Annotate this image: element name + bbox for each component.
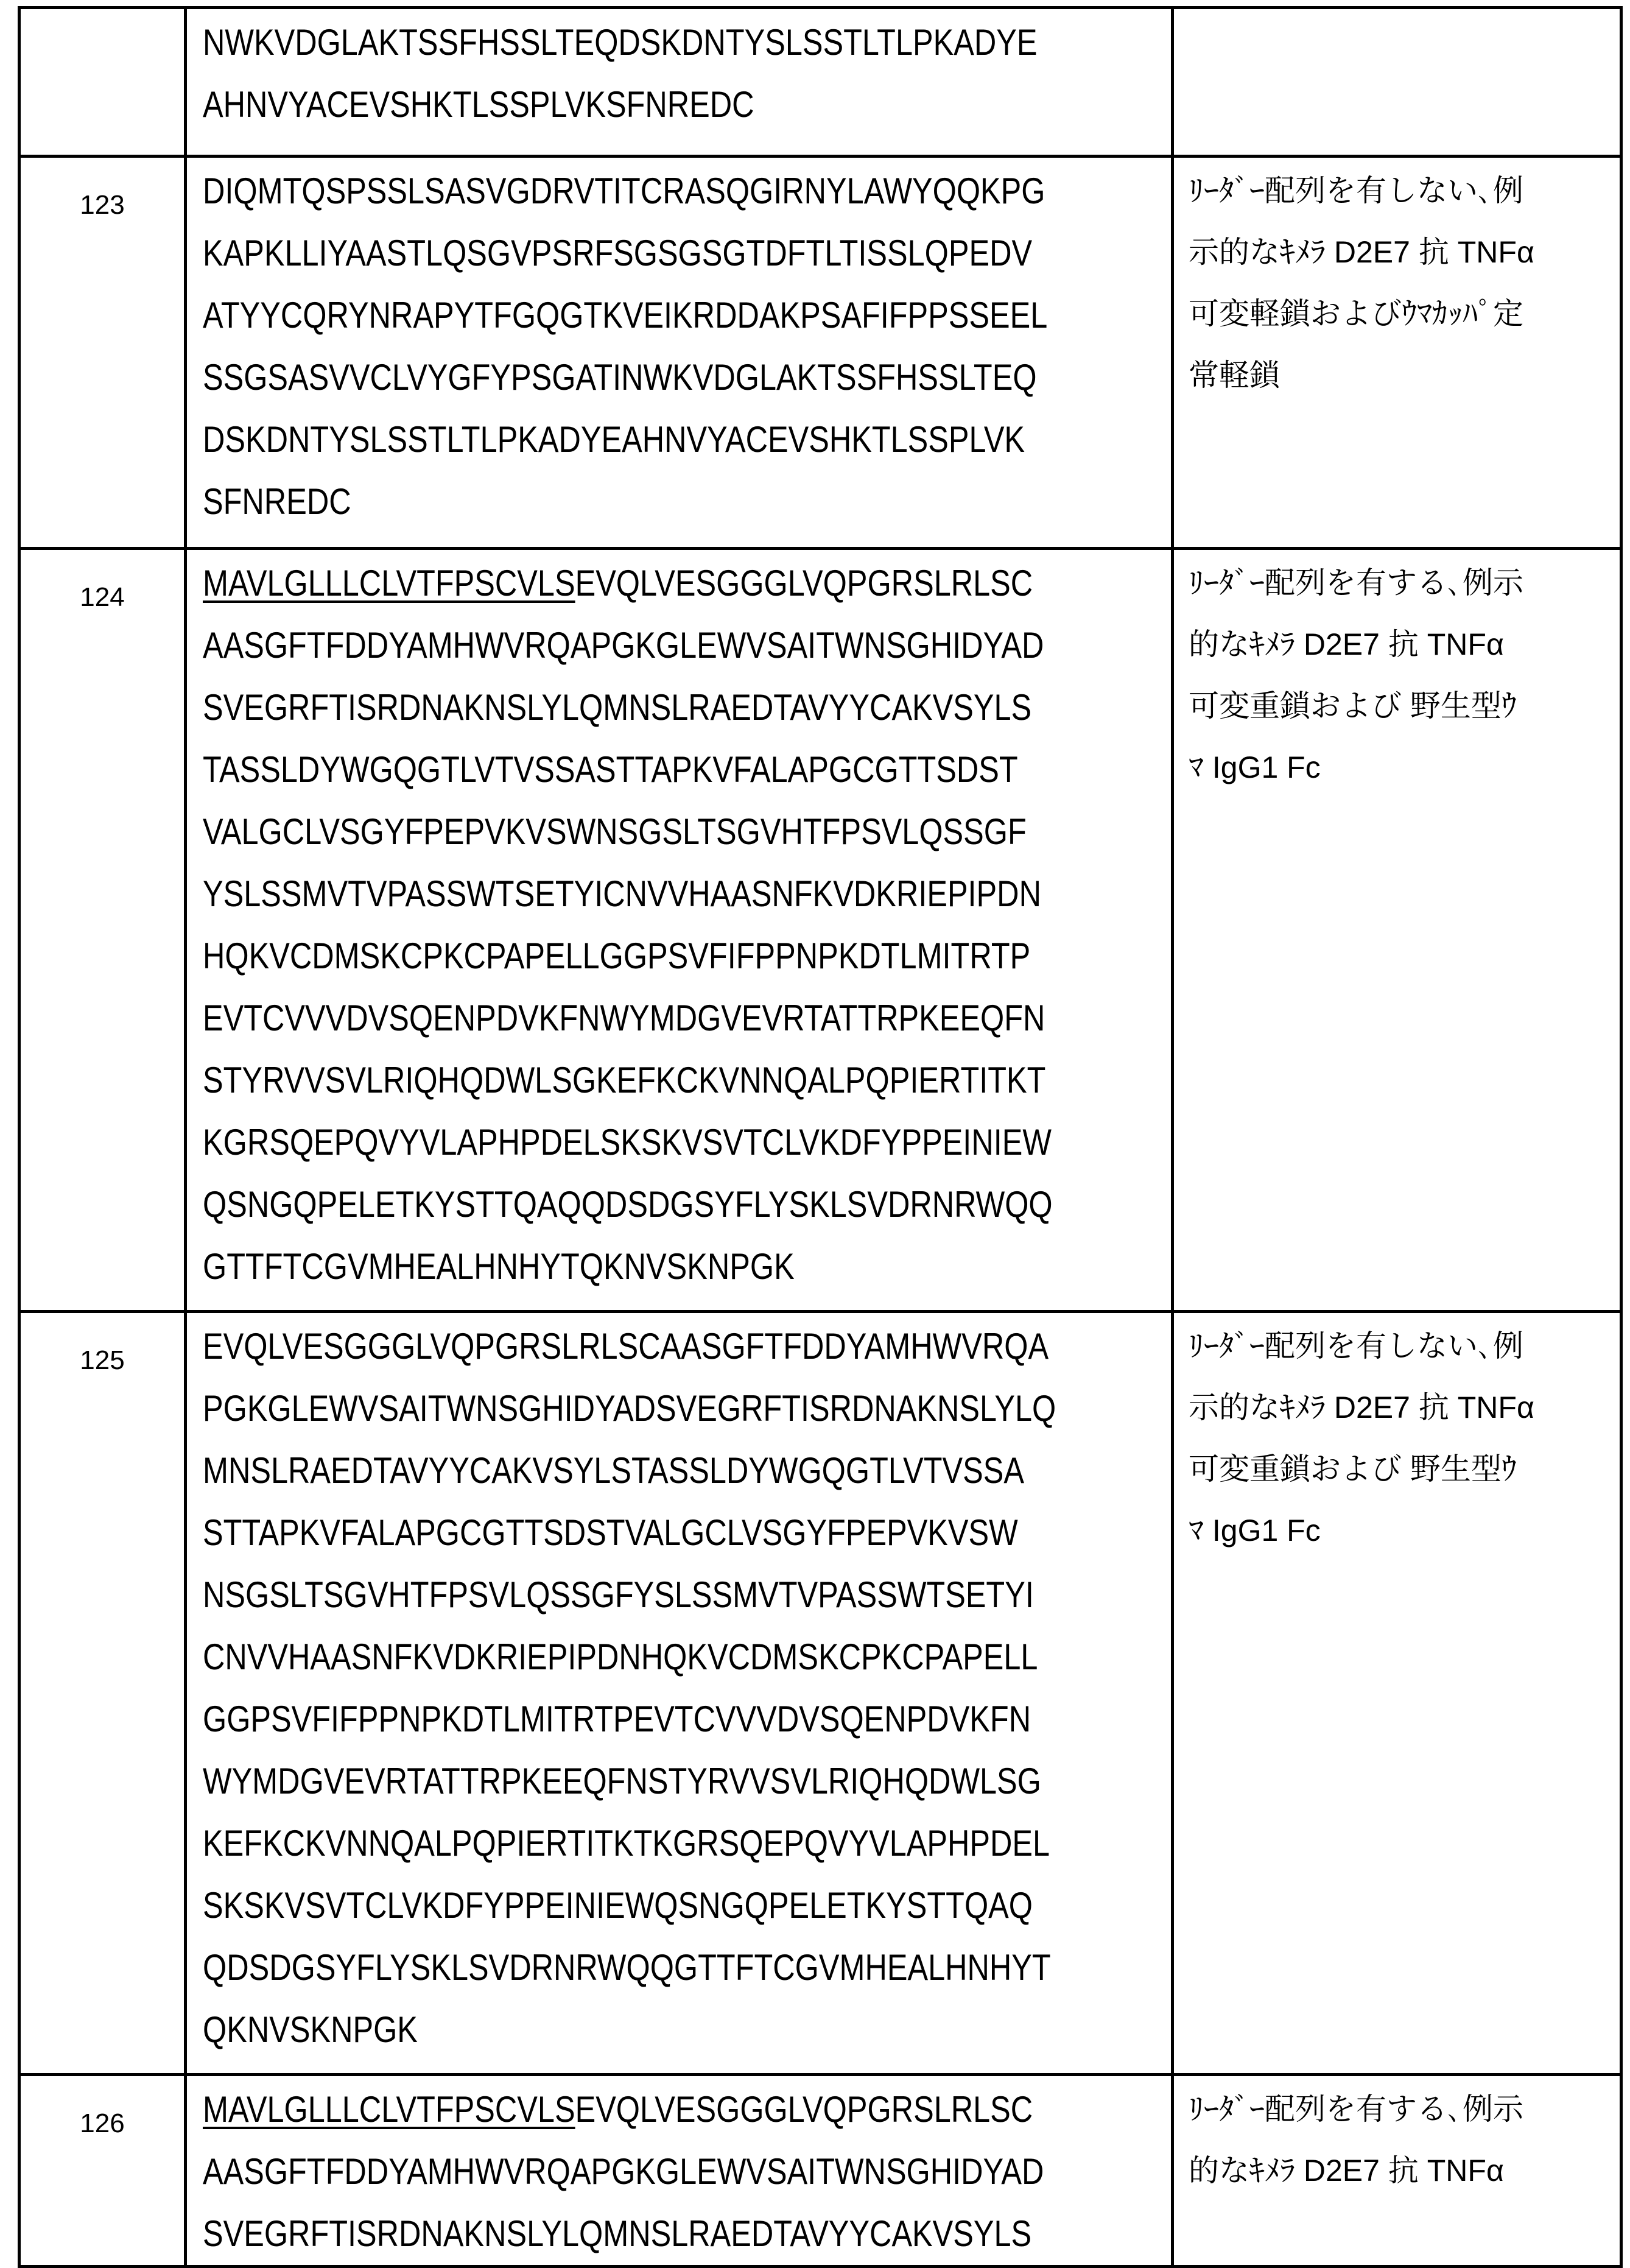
seq-id-cell [21,2076,184,2265]
description-line: 可変重鎖および 野生型ｳ [1189,1439,1534,1500]
description-line: 示的なｷﾒﾗ D2E7 抗 TNFα [1189,222,1534,283]
sequence-line: CNVVHAASNFKVDKRIEPIPDNHQKVCDMSKCPKCPAPELL [203,1626,1056,1688]
sequence-line [203,2079,1044,2141]
description-cell [1171,2076,1620,2265]
sequence-line: MNSLRAEDTAVYYCAKVSYLSTASSLDYWGQGTLVTVSSA [203,1440,1056,1502]
sequence-line: PGKGLEWVSAITWNSGHIDYADSVEGRFTISRDNAKNSLYLQ [203,1378,1056,1440]
sequence-line: DIQMTQSPSSLSASVGDRVTITCRASQGIRNYLAWYQQKPG [203,160,1047,222]
sequence-line: QDSDGSYFLYSKLSVDRNRWQQGTTFTCGVMHEALHNHYT [203,1937,1056,1999]
table-row [21,155,1620,547]
description-line: 的なｷﾒﾗ D2E7 抗 TNFα [1189,2140,1523,2202]
seq-id-cell [21,1313,184,2073]
sequence-table [18,6,1623,2268]
table-row [21,1310,1620,2073]
sequence-line: WYMDGVEVRTATTRPKEEQFNSTYRVVSVLRIQHQDWLSG [203,1750,1056,1812]
description-cell [1171,1313,1620,2073]
table-row [21,2073,1620,2268]
sequence-line: HQKVCDMSKCPKCPAPELLGGPSVFIFPPNPKDTLMITRTP [203,925,1053,987]
sequence-line [203,552,1053,615]
sequence-line: SVEGRFTISRDNAKNSLYLQMNSLRAEDTAVYYCAKVSYLS [203,677,1053,739]
sequence-line: SVEGRFTISRDNAKNSLYLQMNSLRAEDTAVYYCAKVSYLS [203,2203,1044,2265]
sequence-text: EVQLVESGGGLVQPGRSLRLSC [575,2089,1033,2130]
sequence-cell [184,550,1174,1310]
sequence-line: VALGCLVSGYFPEPVKVSWNSGSLTSGVHTFPSVLQSSGF [203,801,1053,863]
leader-sequence: MAVLGLLLCLVTFPSCVLS [203,563,575,604]
description-line: 可変重鎖および 野生型ｳ [1189,675,1523,737]
description-line: ﾏ IgG1 Fc [1189,737,1523,798]
sequence-cell [184,9,1174,155]
sequence-line: AASGFTFDDYAMHWVRQAPGKGLEWVSAITWNSGHIDYAD [203,2141,1044,2203]
sequence-line: YSLSSMVTVPASSWTSETYICNVVHAASNFKVDKRIEPIPDN [203,863,1053,925]
sequence-line: GGPSVFIFPPNPKDTLMITRTPEVTCVVVDVSQENPDVKFN [203,1688,1056,1750]
leader-sequence: MAVLGLLLCLVTFPSCVLS [203,2089,575,2130]
description-line: 可変軽鎖およびｳﾏｶｯﾊﾟ定 [1189,283,1534,345]
description-line: 常軽鎖 [1189,345,1534,406]
sequence-line: KAPKLLIYAASTLQSGVPSRFSGSGSGTDFTLTISSLQPEDV [203,222,1047,284]
seq-id-cell [21,550,184,1310]
sequence-line: STTAPKVFALAPGCGTTSDSTVALGCLVSGYFPEPVKVSW [203,1502,1056,1564]
sequence-line: TASSLDYWGQGTLVTVSSASTTAPKVFALAPGCGTTSDST [203,739,1053,801]
description-line: 的なｷﾒﾗ D2E7 抗 TNFα [1189,614,1523,675]
sequence-line: KEFKCKVNNQALPQPIERTITKTKGRSQEPQVYVLAPHPDEL [203,1812,1056,1875]
sequence-text: EVQLVESGGGLVQPGRSLRLSC [575,563,1033,604]
description-line: 示的なｷﾒﾗ D2E7 抗 TNFα [1189,1377,1534,1439]
sequence-cell [184,158,1174,547]
sequence-line: NWKVDGLAKTSSFHSSLTEQDSKDNTYSLSSTLTLPKADYE [203,12,1037,74]
sequence-line: QSNGQPELETKYSTTQAQQDSDGSYFLYSKLSVDRNRWQQ [203,1174,1053,1236]
sequence-line: QKNVSKNPGK [203,1999,1056,2061]
sequence-cell [184,1313,1174,2073]
seq-id-number: 126 [21,2105,184,2142]
seq-id-cell [21,9,184,155]
seq-id-cell [21,158,184,547]
sequence-line: DSKDNTYSLSSTLTLPKADYEAHNVYACEVSHKTLSSPLVK [203,409,1047,471]
sequence-line: GTTFTCGVMHEALHNHYTQKNVSKNPGK [203,1236,1053,1298]
description-line: ﾘｰﾀﾞｰ配列を有しない､例 [1189,1315,1534,1377]
table-row [21,547,1620,1310]
sequence-line: AHNVYACEVSHKTLSSPLVKSFNREDC [203,74,1037,136]
description-line: ﾏ IgG1 Fc [1189,1500,1534,1562]
description-cell [1171,9,1620,155]
sequence-line: NSGSLTSGVHTFPSVLQSSGFYSLSSMVTVPASSWTSETYI [203,1564,1056,1626]
table-row [21,6,1620,155]
sequence-line: SFNREDC [203,471,1047,533]
sequence-line: EVTCVVVDVSQENPDVKFNWYMDGVEVRTATTRPKEEQFN [203,987,1053,1049]
sequence-line: ATYYCQRYNRAPYTFGQGTKVEIKRDDAKPSAFIFPPSSEEL [203,284,1047,347]
sequence-line: EVQLVESGGGLVQPGRSLRLSCAASGFTFDDYAMHWVRQA [203,1315,1056,1378]
description-cell [1171,550,1620,1310]
sequence-line: AASGFTFDDYAMHWVRQAPGKGLEWVSAITWNSGHIDYAD [203,615,1053,677]
sequence-line: KGRSQEPQVYVLAPHPDELSKSKVSVTCLVKDFYPPEINIEW [203,1111,1053,1174]
seq-id-number: 124 [21,579,184,616]
sequence-line: SSGSASVVCLVYGFYPSGATINWKVDGLAKTSSFHSSLTEQ [203,347,1047,409]
sequence-line: SKSKVSVTCLVKDFYPPEINIEWQSNGQPELETKYSTTQAQ [203,1875,1056,1937]
seq-id-number: 123 [21,187,184,224]
description-cell [1171,158,1620,547]
sequence-line: STYRVVSVLRIQHQDWLSGKEFKCKVNNQALPQPIERTITKT [203,1049,1053,1111]
description-line: ﾘｰﾀﾞｰ配列を有する､例示 [1189,552,1523,614]
description-line: ﾘｰﾀﾞｰ配列を有する､例示 [1189,2079,1523,2140]
seq-id-number: 125 [21,1342,184,1379]
description-line: ﾘｰﾀﾞｰ配列を有しない､例 [1189,160,1534,222]
sequence-cell [184,2076,1174,2265]
